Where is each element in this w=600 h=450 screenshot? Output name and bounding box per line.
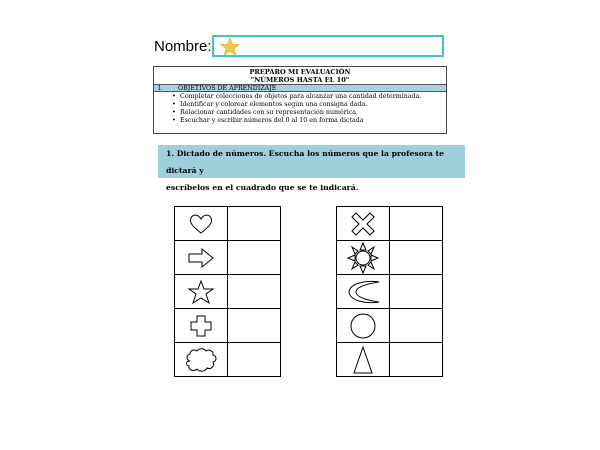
answer-box[interactable] <box>228 241 281 275</box>
objectives-list <box>172 93 442 125</box>
instruction-text: 1. Dictado de números. Escucha los números que la profesora te dictará y escríbelos en el cuadrado que se te indicará. <box>166 149 444 192</box>
circle-icon <box>349 312 377 340</box>
answer-box[interactable] <box>390 275 443 309</box>
answer-box[interactable] <box>390 309 443 343</box>
answer-box[interactable] <box>228 309 281 343</box>
section-number: I. <box>158 85 163 92</box>
section-title: OBJETIVOS DE APRENDIZAJE <box>178 85 277 92</box>
objective-item: • Completar colecciones de objetos para alcanzar una cantidad determinada. <box>172 93 442 101</box>
arrow-right-icon <box>187 247 215 269</box>
objective-item: • Relacionar cantidades con su representación numérica. <box>172 109 442 117</box>
objectives-table <box>153 66 447 134</box>
objectives-title: PREPARO MI EVALUACIÓN "NÚMEROS HASTA EL 10" <box>249 68 351 84</box>
objectives-header-bar <box>154 84 446 92</box>
right-answer-grid <box>336 206 443 377</box>
objective-item: • Escuchar y escribir números del 0 al 10 en forma dictada <box>172 117 442 125</box>
answer-box[interactable] <box>390 343 443 377</box>
nombre-label: Nombre: <box>154 38 212 55</box>
icon-cell <box>337 241 390 275</box>
star-outline-icon <box>187 279 215 305</box>
icon-cell <box>337 309 390 343</box>
icon-cell <box>175 207 228 241</box>
nombre-input[interactable] <box>212 35 444 57</box>
icon-cell <box>175 275 228 309</box>
icon-cell <box>337 275 390 309</box>
icon-cell <box>175 309 228 343</box>
answer-box[interactable] <box>228 343 281 377</box>
objective-item: • Identificar y colorear elementos según una consigna dada. <box>172 101 442 109</box>
sun-icon <box>346 242 380 274</box>
left-answer-grid <box>174 206 281 377</box>
answer-box[interactable] <box>390 241 443 275</box>
x-icon <box>350 211 376 237</box>
answer-box[interactable] <box>228 207 281 241</box>
heart-icon <box>188 212 214 236</box>
icon-cell <box>175 241 228 275</box>
icon-cell <box>337 207 390 241</box>
moon-icon <box>346 279 380 305</box>
icon-cell <box>175 343 228 377</box>
triangle-icon <box>352 345 374 375</box>
answer-box[interactable] <box>228 275 281 309</box>
icon-cell <box>337 343 390 377</box>
cross-icon <box>189 314 213 338</box>
answer-box[interactable] <box>390 207 443 241</box>
star-icon <box>219 37 241 57</box>
cloud-icon <box>184 347 218 373</box>
